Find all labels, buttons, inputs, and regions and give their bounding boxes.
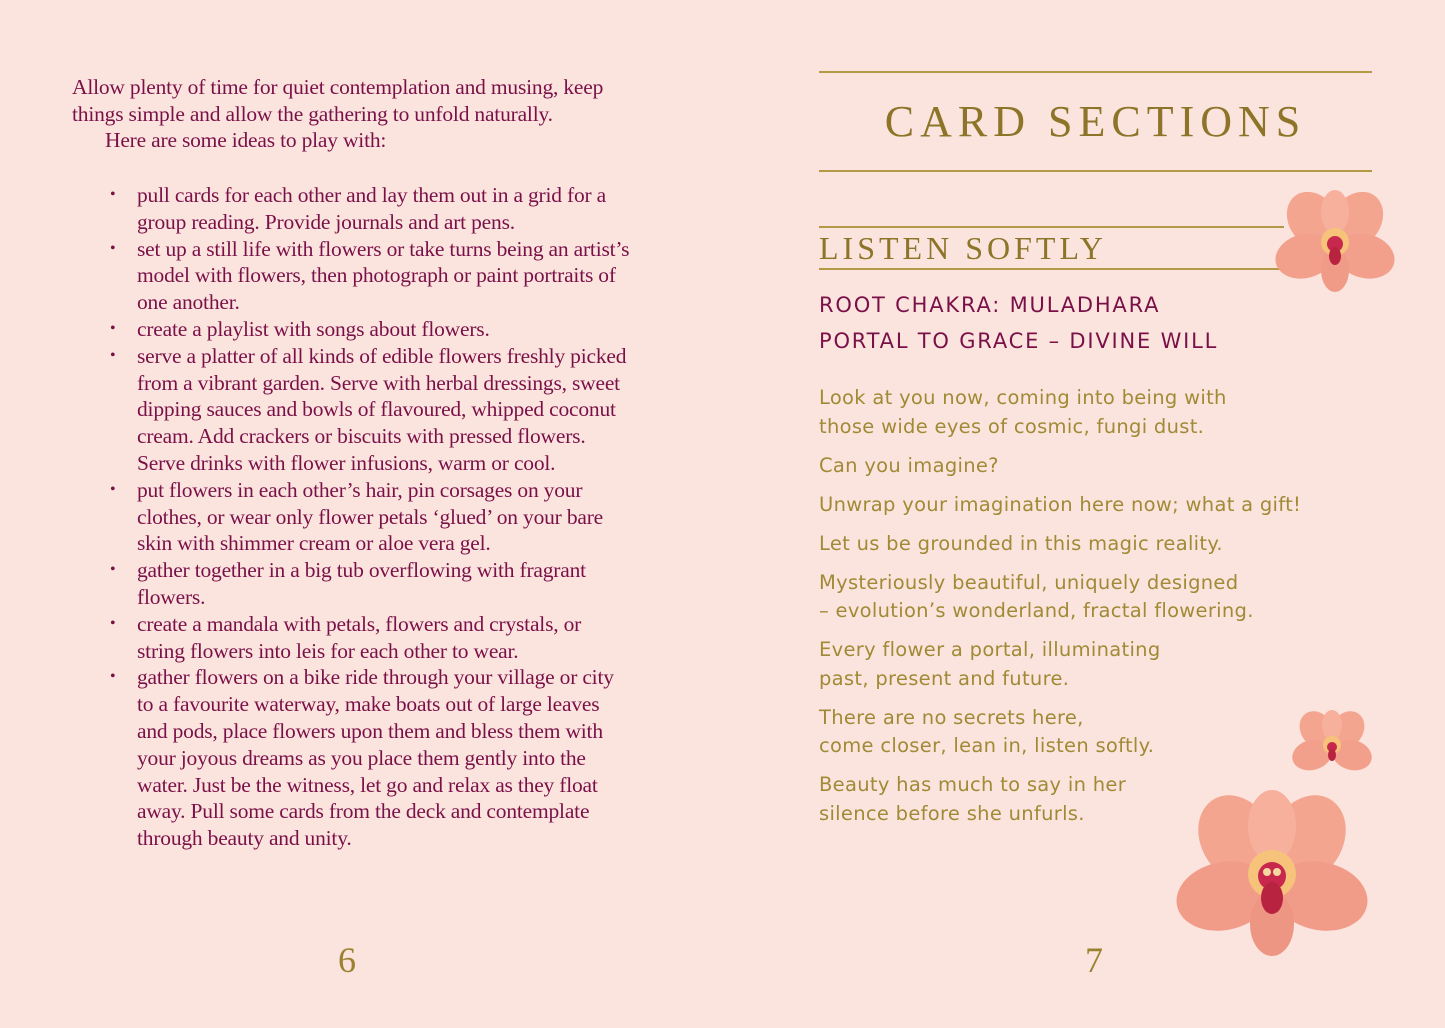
intro-line-2: Here are some ideas to play with:	[105, 128, 387, 152]
bullet-icon: •	[110, 561, 116, 579]
page-title: CARD SECTIONS	[884, 97, 1307, 146]
chakra-title: ROOT CHAKRA: MULADHARA	[819, 293, 1161, 317]
list-item	[110, 236, 630, 316]
list-item-text: create a playlist with songs about flowers.	[137, 316, 490, 341]
page-number-left: 6	[338, 940, 356, 980]
list-item	[110, 477, 630, 557]
list-item	[110, 664, 630, 852]
ideas-list	[110, 182, 630, 852]
list-item-text: serve a platter of all kinds of edible flowers freshly picked from a vibrant garden. Serve with herbal dressings, sweet dipping sauces and bowls of flavoured, whipped coconut cream. Add crackers or biscuits with pressed flowers. Serve drinks with flower infusions, warm or cool.	[137, 343, 627, 475]
verse-stanza: Can you imagine?	[819, 453, 999, 477]
orchid-flower-large-icon	[1172, 782, 1372, 967]
verse-stanza: There are no secrets here, come closer, lean in, listen softly.	[819, 705, 1155, 757]
page-number-right: 7	[1085, 940, 1103, 980]
section-rule-bottom	[819, 268, 1284, 270]
bullet-icon: •	[110, 186, 116, 203]
verse-stanza: Beauty has much to say in her silence before she unfurls.	[819, 773, 1127, 825]
bullet-icon: •	[110, 346, 116, 364]
verse-stanza: Look at you now, coming into being with those wide eyes of cosmic, fungi dust.	[819, 386, 1227, 438]
list-item	[110, 611, 630, 665]
list-item-text: gather together in a big tub overflowing with fragrant flowers.	[137, 558, 586, 609]
verse-stanza: Let us be grounded in this magic reality.	[819, 531, 1223, 555]
intro-line-1: Allow plenty of time for quiet contemplation and musing, keep things simple and allow the gathering to unfold naturally.	[72, 75, 604, 126]
portal-subtitle: PORTAL TO GRACE – DIVINE WILL	[819, 329, 1219, 353]
intro-paragraph	[72, 74, 642, 154]
orchid-flower-small-icon	[1287, 705, 1377, 785]
bullet-icon: •	[110, 239, 116, 257]
bullet-icon: •	[110, 319, 116, 337]
list-item-text: gather flowers on a bike ride through your village or city to a favourite waterway, make boats out of large leaves and pods, place flowers upon them and bless them with your joyous dreams as you place them gently into the water. Just be the witness, let go and relax as they float away. Pull some cards from the deck and contemplate through beauty and unity.	[137, 665, 614, 851]
bullet-icon: •	[110, 614, 116, 632]
title-rule-top	[819, 71, 1372, 73]
list-item-text: put flowers in each other’s hair, pin corsages on your clothes, or wear only flower petals ‘glued’ on your bare skin with shimmer cream or aloe vera gel.	[137, 477, 604, 556]
verse-stanza: Unwrap your imagination here now; what a gift!	[819, 492, 1302, 516]
list-item-text: pull cards for each other and lay them out in a grid for a group reading. Provide journals and art pens.	[137, 183, 606, 234]
list-item-text: create a mandala with petals, flowers and crystals, or string flowers into leis for each other to wear.	[137, 611, 582, 663]
verse-stanza: Mysteriously beautiful, uniquely designed – evolution’s wonderland, fractal flowering.	[819, 570, 1254, 622]
bullet-icon: •	[110, 480, 116, 498]
section-title: LISTEN SOFTLY	[819, 230, 1107, 266]
orchid-flower-header-icon	[1270, 188, 1400, 300]
left-page	[0, 0, 722, 1028]
list-item	[110, 182, 630, 236]
verse-block	[819, 384, 1359, 839]
verse-stanza: Every flower a portal, illuminating past, present and future.	[819, 638, 1161, 690]
list-item	[110, 343, 630, 477]
list-item	[110, 316, 630, 343]
right-page	[722, 0, 1445, 1028]
title-rule-bottom	[819, 170, 1372, 172]
bullet-icon: •	[110, 668, 116, 686]
list-item-text: set up a still life with flowers or take turns being an artist’s model with flowers, then photograph or paint portraits of one another.	[137, 236, 630, 315]
list-item	[110, 557, 630, 611]
